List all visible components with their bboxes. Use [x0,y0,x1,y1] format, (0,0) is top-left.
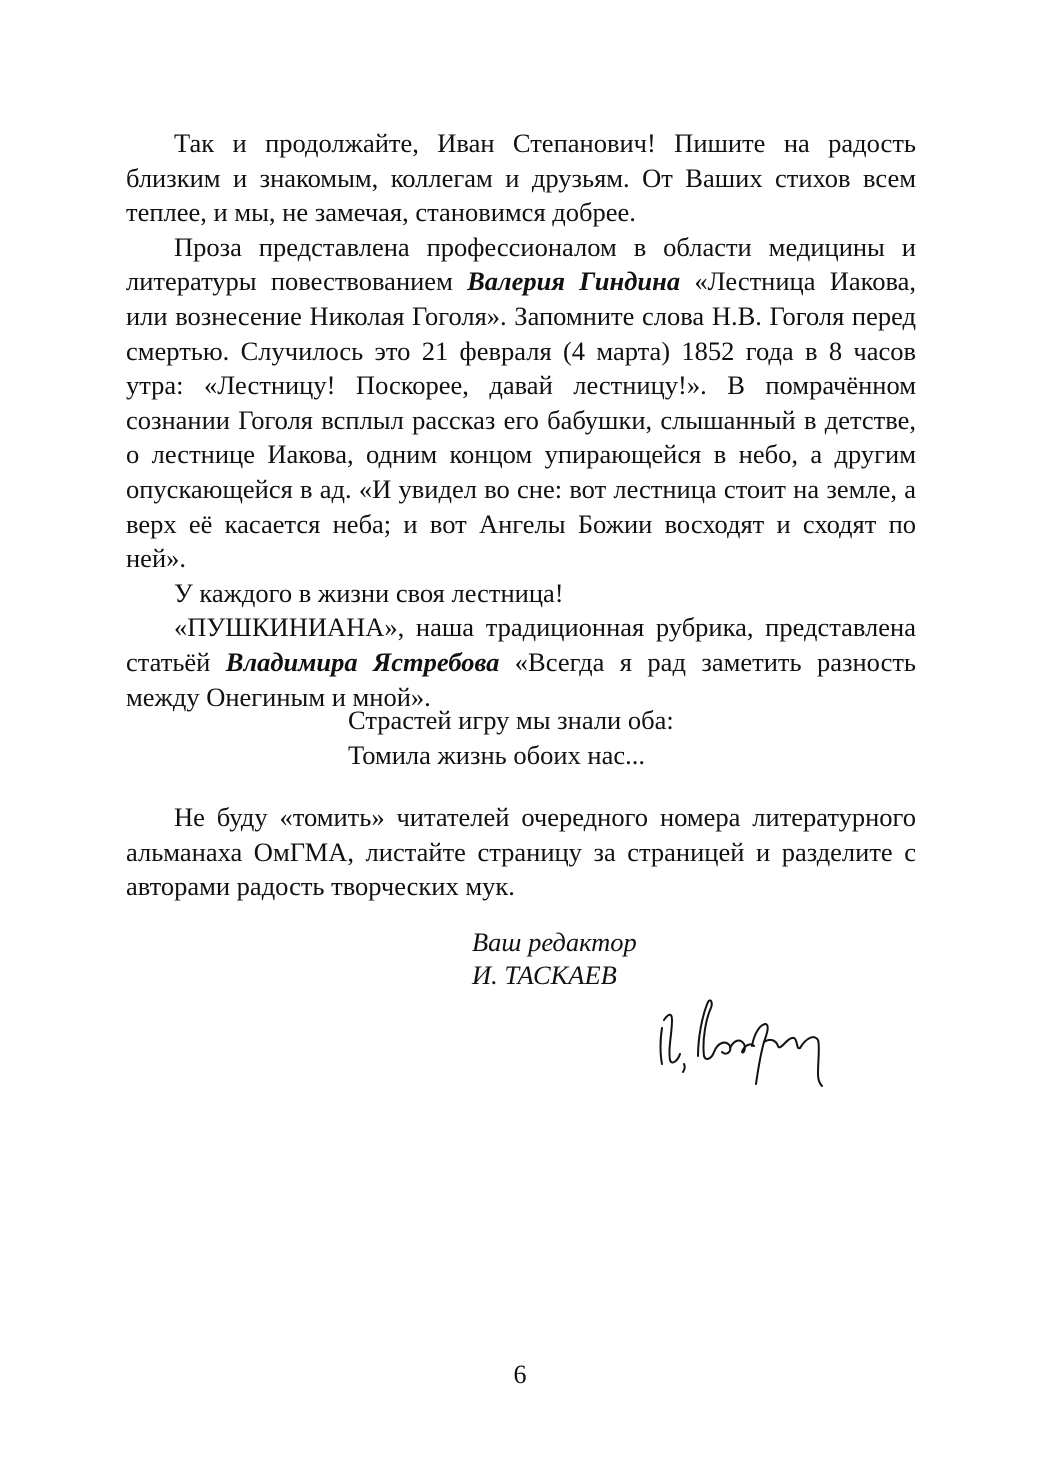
paragraph-ladder: У каждого в жизни своя лестница! [174,577,564,608]
paragraph-pushkiniana-lead: «ПУШКИНИАНА», наша традиционная рубрика, представлена статьёй [126,612,916,677]
editor-name: И. ТАСКАЕВ [472,960,617,990]
paragraph-prose [126,230,916,576]
paragraph-pushkiniana [126,610,916,714]
handwritten-signature [648,990,838,1090]
author-name-yastrebov: Владимира Ястребова [225,646,500,677]
editor-role: Ваш редактор [472,927,637,957]
signoff-block [472,926,637,992]
verse-line-2: Томила жизнь обоих нас... [348,739,645,770]
verse-quote [348,703,674,772]
paragraph-prose-rest: «Лестница Иакова, или вознесение Николая Гоголя». Запомните слова Н.В. Гоголя перед смертью. Случилось это 21 февраля (4 марта) 1852 года в 8 часов утра: «Лестницу! Поскорее, давай лестницу!». В помрачённом сознании Гоголя всплыл рассказ его бабушки, слышанный в детстве, о лестнице Иакова, одним концом упирающейся в небо, а другим опускающейся в ад. «И увидел во сне: вот лестница стоит на земле, а верх её касается неба; и вот Ангелы Божии восходят и сходят по ней». [126,266,916,574]
paragraph-pushkiniana-rest: «Всегда я рад заметить разность между Онегиным и мной». [126,646,916,712]
page-number: 6 [513,1360,527,1389]
paragraph-closing: Не буду «томить» читателей очередного номера литературного альманаха ОмГМА, листайте страницу за страницей и разделите с авторами радость творческих мук. [126,802,916,902]
author-name-gindin: Валерия Гиндина [467,266,681,297]
paragraph-prose-lead: Проза представлена профессионалом в области медицины и литературы повествованием [126,231,916,297]
verse-line-1: Страстей игру мы знали оба: [348,705,674,735]
paragraph-intro: Так и продолжайте, Иван Степанович! Пишите на радость близким и знакомым, коллегам и друзьям. От Ваших стихов всем теплее, и мы, не замечая, становимся добрее. [126,128,916,228]
closing-text [126,800,916,904]
main-text [126,126,916,714]
